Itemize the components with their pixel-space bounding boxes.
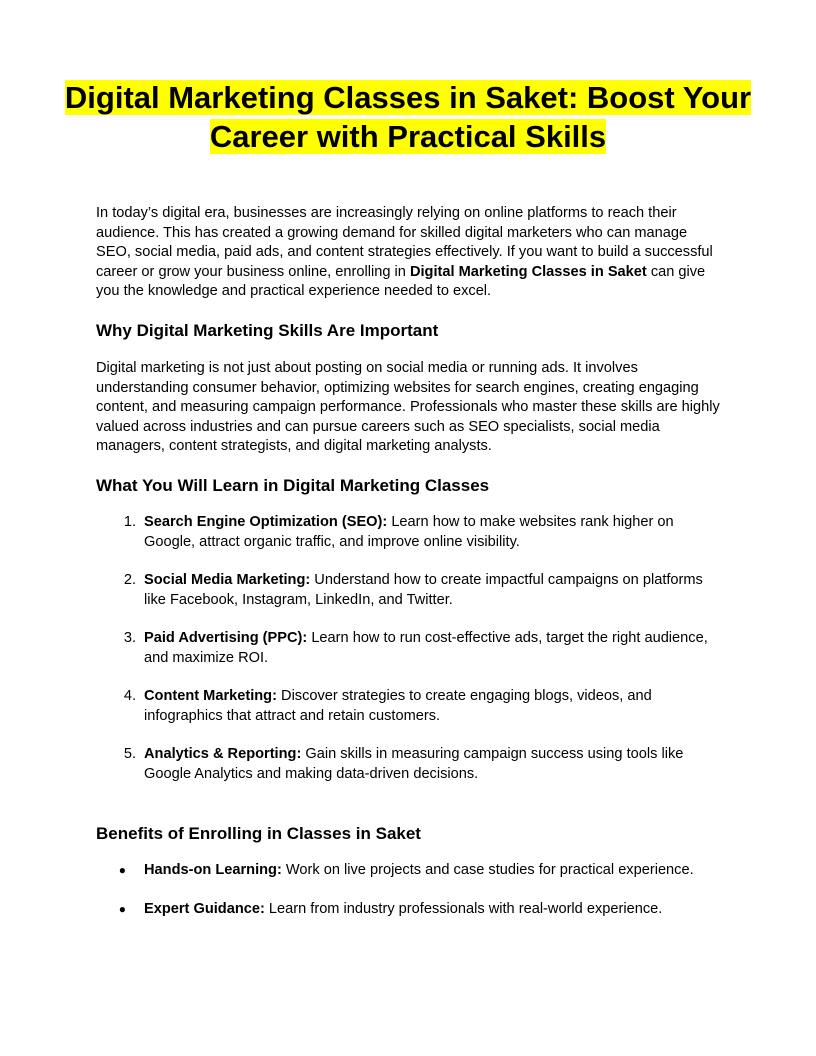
- list-item-description: Gain skills in measuring campaign success using tools like Google Analytics and making data-driven decisions.: [144, 746, 684, 782]
- list-item-description: Learn how to run cost-effective ads, target the right audience, and maximize ROI.: [144, 630, 708, 666]
- list-item-description: Work on live projects and case studies for practical experience.: [281, 862, 694, 878]
- list-item-text: [144, 745, 724, 784]
- bullet-icon: ●: [118, 902, 126, 916]
- list-item-text: [144, 629, 724, 668]
- section-heading-why: Why Digital Marketing Skills Are Important: [96, 321, 439, 340]
- list-item-text: [144, 861, 724, 881]
- intro-text-after: can give you the knowledge and practical experience needed to excel.: [96, 263, 706, 299]
- list-item-label: Analytics & Reporting:: [144, 746, 302, 762]
- list-item-number: 1.: [123, 514, 136, 530]
- list-item-label: Expert Guidance:: [144, 901, 265, 917]
- list-item-text: [144, 687, 724, 726]
- bullet-icon: ●: [118, 863, 126, 877]
- list-item-text: [144, 513, 724, 552]
- list-item-number: 2.: [123, 572, 136, 588]
- document-title: [60, 78, 756, 156]
- section-why-body: Digital marketing is not just about posting on social media or running ads. It involves understanding consumer behavior, optimizing websites for search engines, creating engaging content, and measuring campaign performance. Professionals who master these skills are highly valued across industries and can pursue careers such as SEO specialists, social media managers, content strategists, and digital marketing analysts.: [96, 360, 720, 454]
- intro-text-before: In today’s digital era, businesses are increasingly relying on online platforms to reach their audience. This has created a growing demand for skilled digital marketers who can manage SEO, social media, paid ads, and content strategies effectively. If you want to build a successful career or grow your business online, enrolling in: [96, 205, 713, 280]
- list-item-number: 3.: [123, 630, 136, 646]
- intro-bold-phrase: Digital Marketing Classes in Saket: [409, 263, 647, 280]
- list-item-text: [144, 571, 724, 610]
- list-item-label: Hands-on Learning:: [144, 862, 282, 878]
- list-item-description: Learn how to make websites rank higher on Google, attract organic traffic, and improve online visibility.: [144, 514, 674, 550]
- list-item-description: Understand how to create impactful campaigns on platforms like Facebook, Instagram, LinkedIn, and Twitter.: [144, 572, 703, 608]
- list-item-label: Social Media Marketing:: [144, 572, 311, 588]
- list-item-label: Paid Advertising (PPC):: [144, 630, 308, 646]
- list-item-description: Learn from industry professionals with real-world experience.: [264, 901, 663, 917]
- list-item-number: 5.: [123, 746, 136, 762]
- list-item-label: Search Engine Optimization (SEO):: [144, 514, 388, 530]
- section-heading-benefits: Benefits of Enrolling in Classes in Saket: [96, 824, 421, 843]
- list-item-text: [144, 900, 724, 920]
- intro-paragraph: [96, 204, 721, 302]
- list-item-label: Content Marketing:: [144, 688, 277, 704]
- list-item-description: Discover strategies to create engaging blogs, videos, and infographics that attract and retain customers.: [144, 688, 652, 724]
- title-highlight: Digital Marketing Classes in Saket: Boost Your Career with Practical Skills: [64, 80, 752, 154]
- list-item-number: 4.: [123, 688, 136, 704]
- section-heading-learn: What You Will Learn in Digital Marketing Classes: [96, 476, 490, 495]
